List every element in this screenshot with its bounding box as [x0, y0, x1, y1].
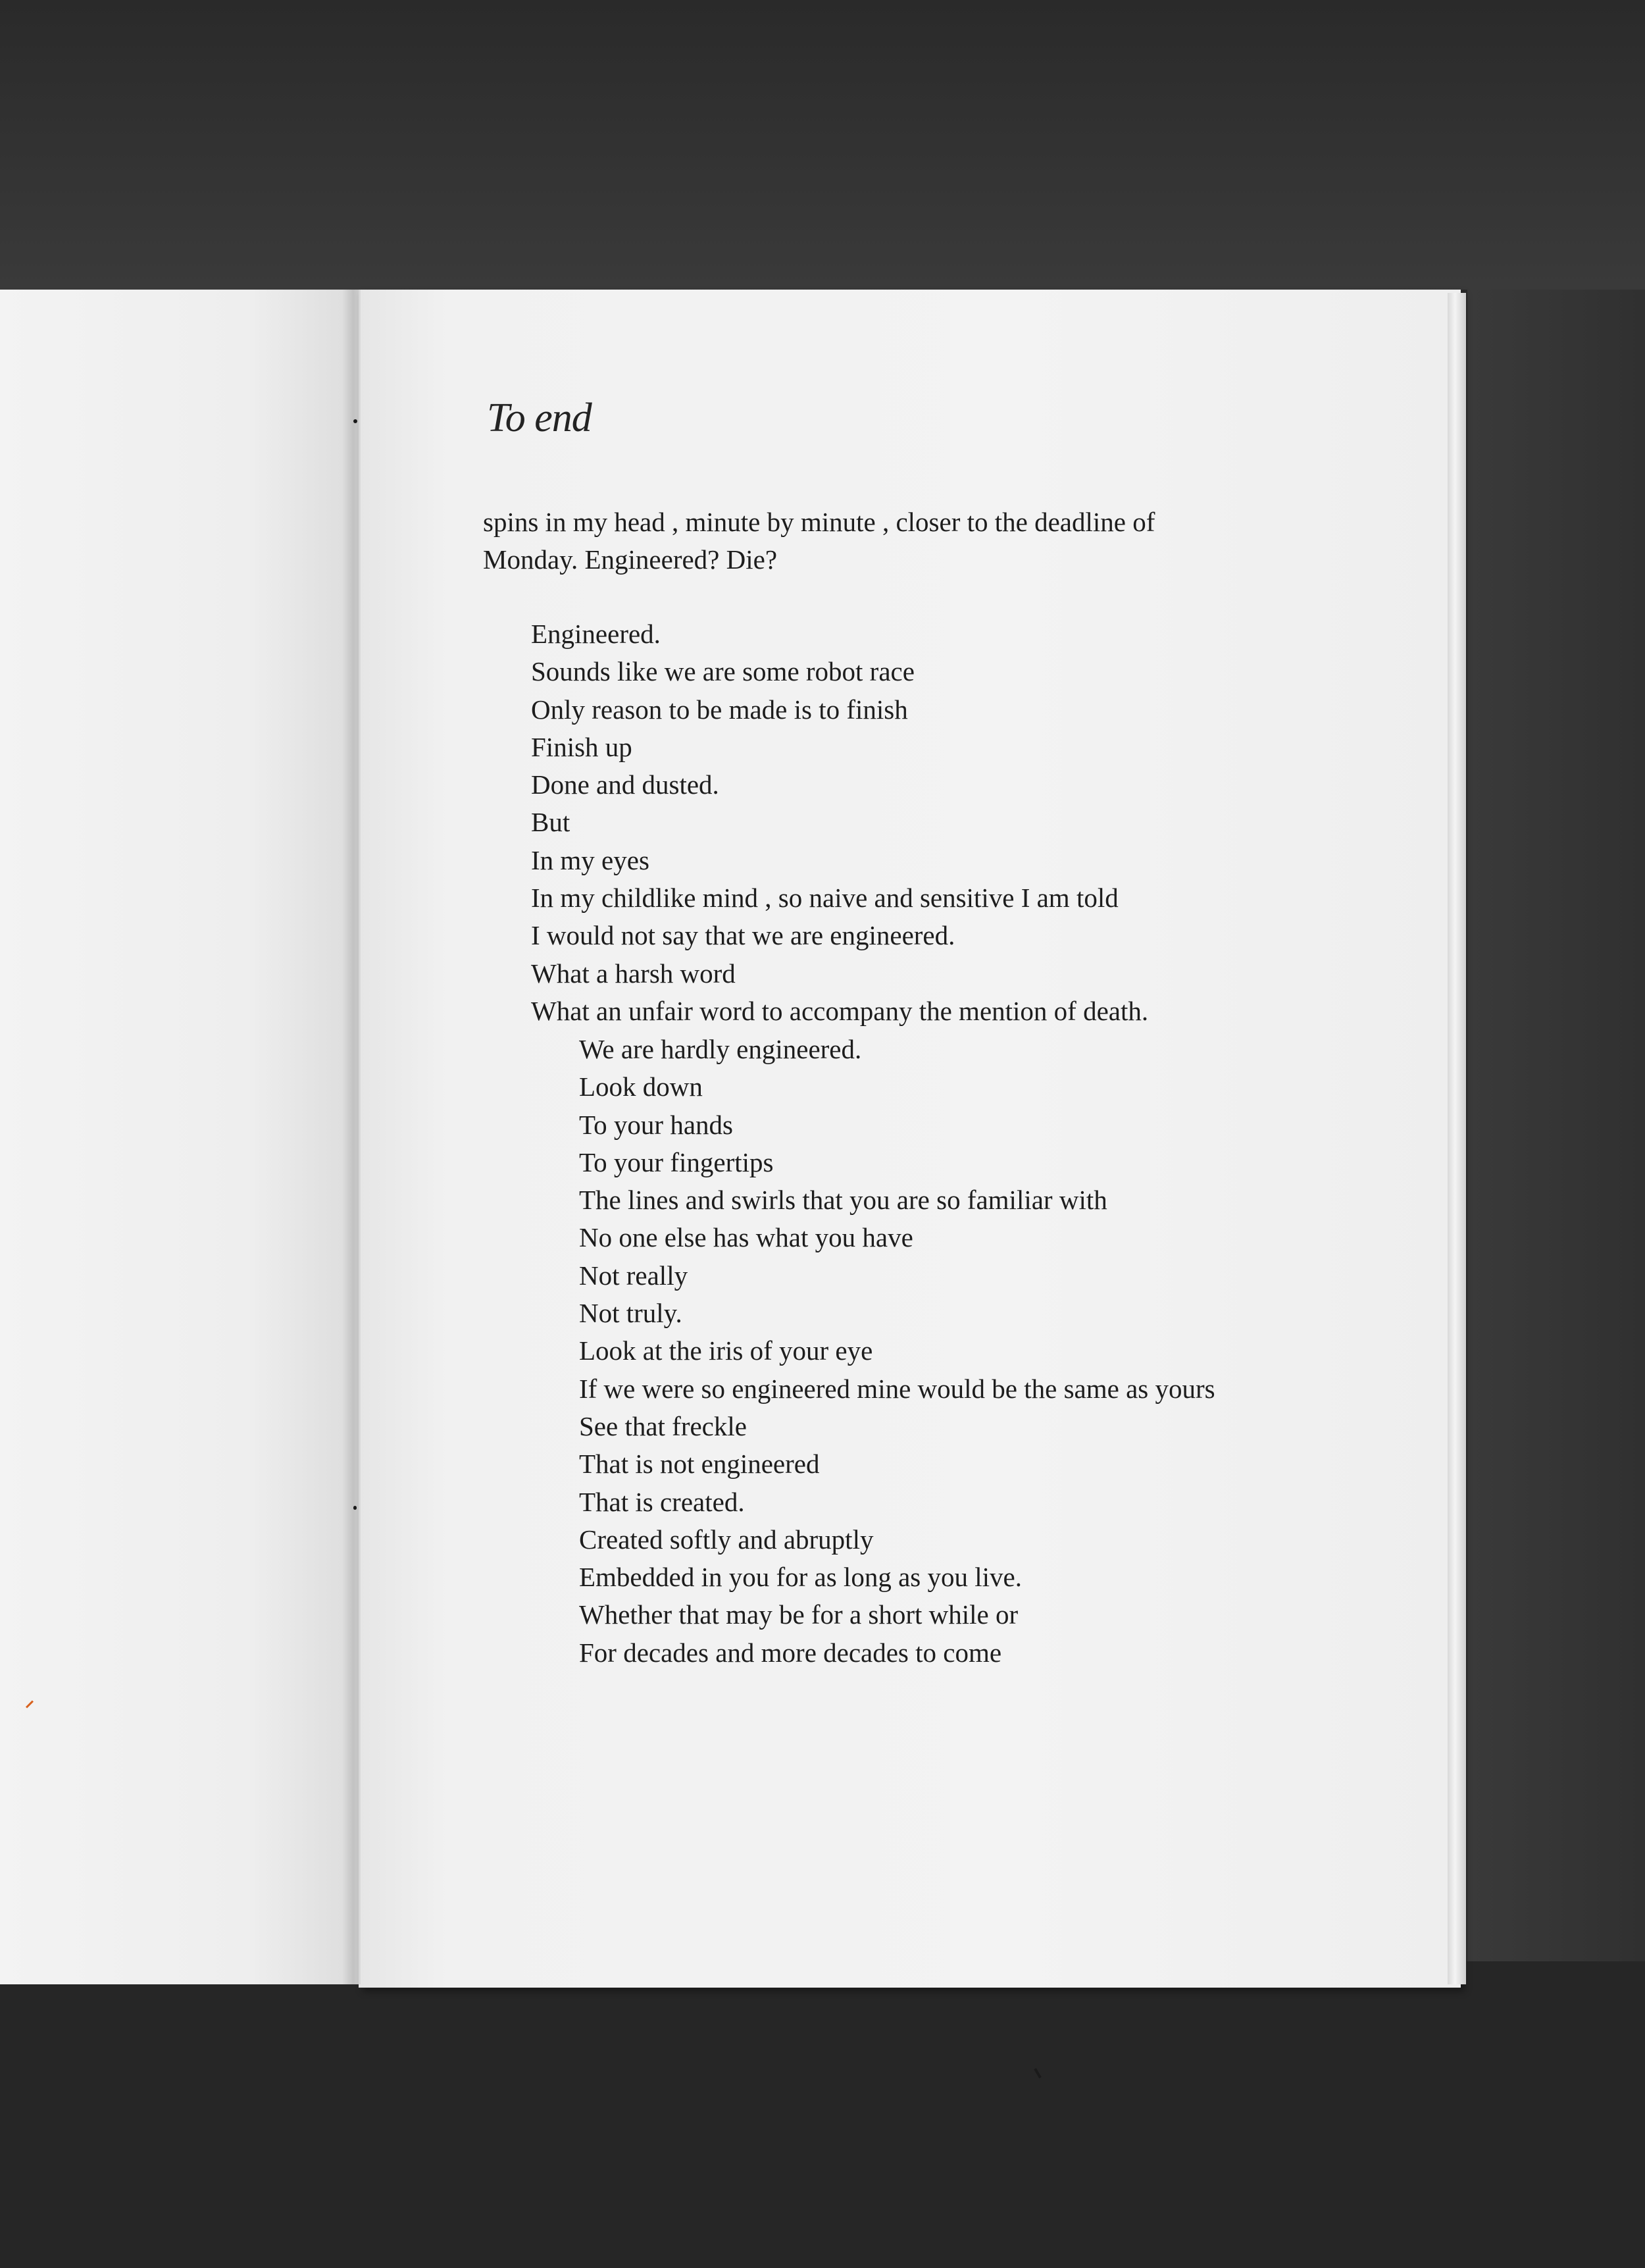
left-page: [0, 290, 359, 1984]
poem-line: Look at the iris of your eye: [579, 1335, 873, 1366]
poem-line: Done and dusted.: [531, 769, 719, 800]
scan-background-bottom: [0, 1961, 1645, 2268]
page-edge: [1448, 293, 1466, 1984]
poem-line: To your hands: [579, 1109, 733, 1140]
poem-line: Embedded in you for as long as you live.: [579, 1562, 1022, 1593]
poem-line: Not truly.: [579, 1298, 682, 1329]
poem-line: That is created.: [579, 1486, 745, 1517]
poem-line: The lines and swirls that you are so familiar with: [579, 1185, 1107, 1216]
poem-line: In my eyes: [531, 844, 649, 875]
poem-line: But: [531, 807, 570, 838]
scan-background-top: [0, 0, 1645, 290]
poem-line: Finish up: [531, 731, 632, 762]
poem-line: To your fingertips: [579, 1147, 774, 1177]
poem-stanza-1: [531, 615, 1148, 1030]
poem-line: Only reason to be made is to finish: [531, 694, 908, 725]
poem-line: Whether that may be for a short while or: [579, 1599, 1019, 1630]
intro-line: Monday. Engineered? Die?: [483, 544, 778, 575]
poem-line: If we were so engineered mine would be the same as yours: [579, 1373, 1215, 1404]
poem-line: Look down: [579, 1071, 703, 1102]
book-gutter: [342, 290, 361, 1984]
poem-stanza-2: [579, 1031, 1215, 1672]
poem-line: What an unfair word to accompany the mention of death.: [531, 995, 1149, 1026]
scan-speck: [353, 1506, 357, 1510]
poem-line: We are hardly engineered.: [579, 1034, 862, 1064]
poem-line: No one else has what you have: [579, 1222, 913, 1253]
poem-title: To end: [487, 396, 592, 440]
scan-speck: [353, 419, 357, 423]
poem-line: That is not engineered: [579, 1449, 820, 1480]
poem-intro: [483, 503, 1292, 579]
poem-line: Created softly and abruptly: [579, 1524, 874, 1555]
poem-line: What a harsh word: [531, 958, 736, 989]
intro-line: spins in my head , minute by minute , closer to the deadline of: [483, 507, 1155, 537]
poem-line: I would not say that we are engineered.: [531, 920, 955, 951]
poem-line: In my childlike mind , so naive and sensitive I am told: [531, 883, 1119, 914]
poem-line: Not really: [579, 1260, 688, 1291]
poem-line: See that freckle: [579, 1410, 747, 1441]
poem-line: For decades and more decades to come: [579, 1637, 1002, 1668]
poem-line: Engineered.: [531, 619, 661, 649]
poem-line: Sounds like we are some robot race: [531, 656, 915, 687]
scan-background-right: [1467, 290, 1645, 1961]
